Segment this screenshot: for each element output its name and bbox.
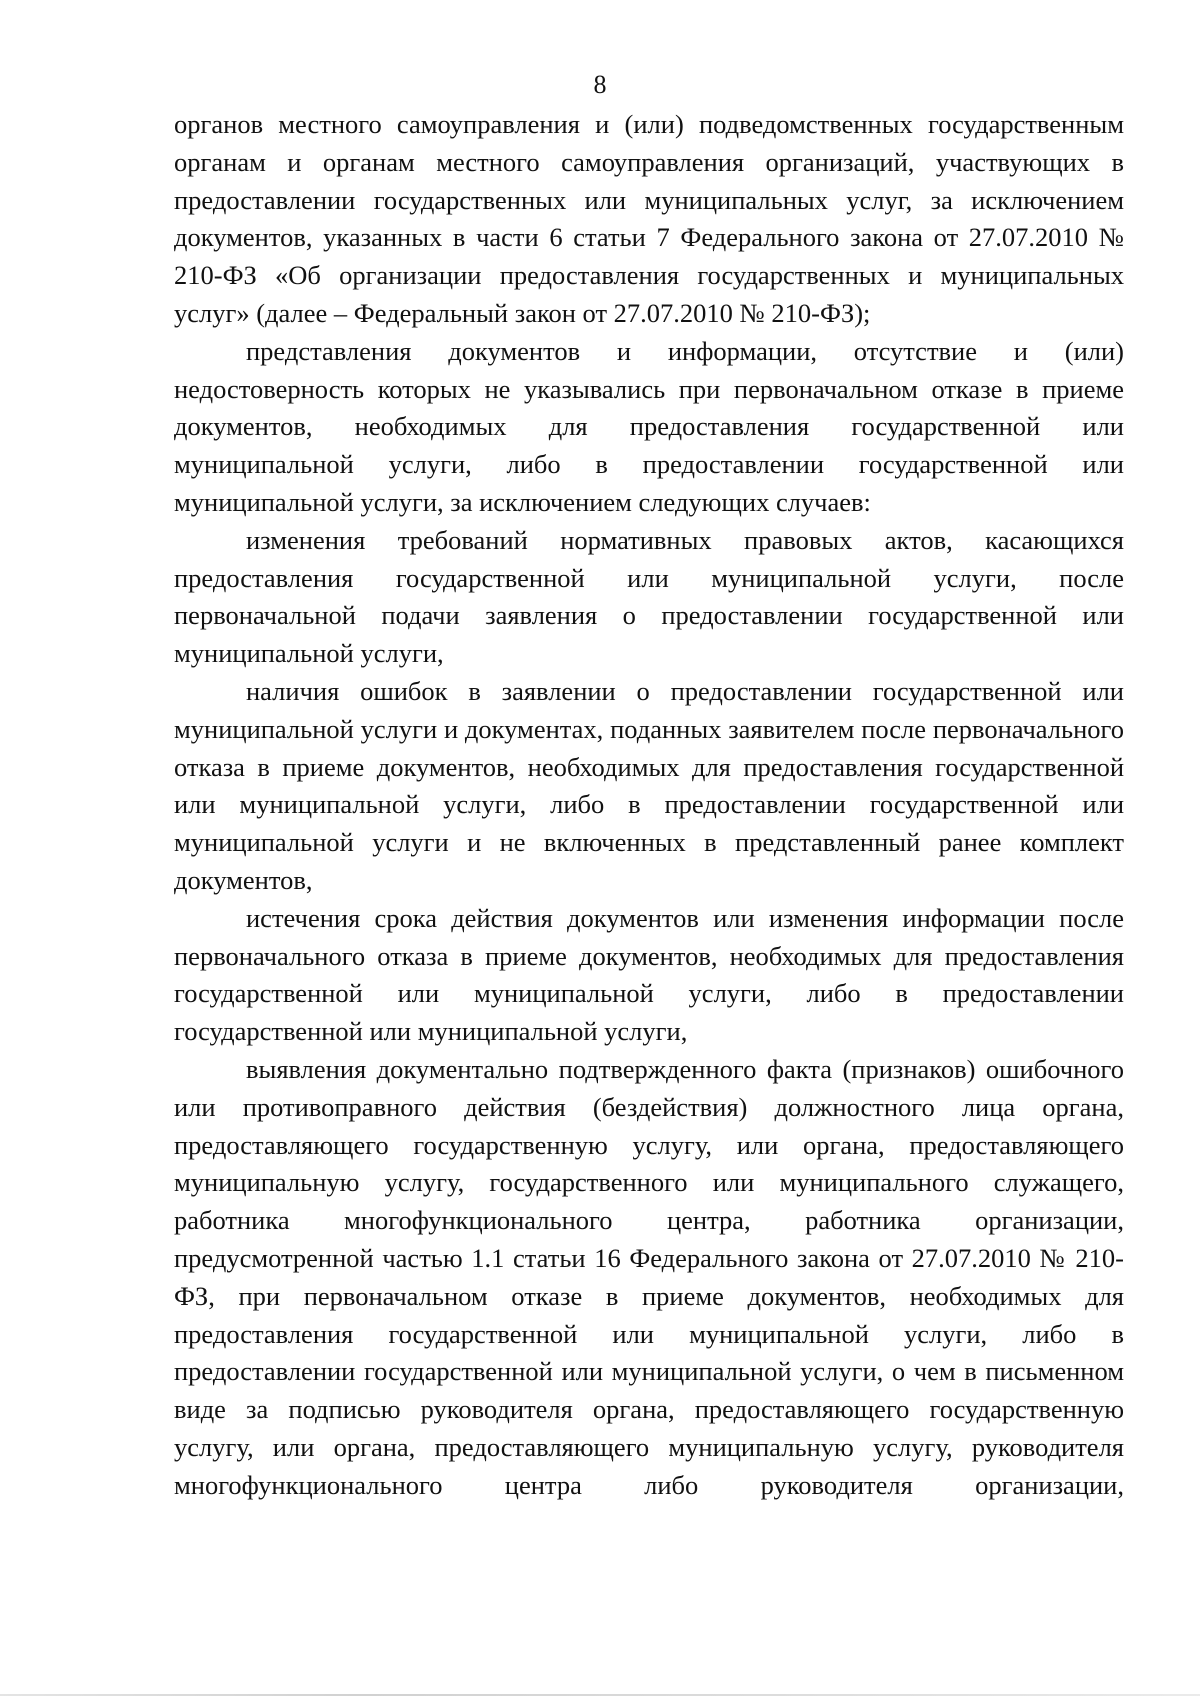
document-body xyxy=(174,106,1124,1504)
paragraph-requirements-change: изменения требований нормативных правовых актов, касающихся предоставления государственной или муниципальной услуги, после первоначальной подачи заявления о предоставлении государственной или муниципальной услуги, xyxy=(174,524,1124,669)
paragraph-documents-information: представления документов и информации, отсутствие и (или) недостоверность которых не указывались при первоначальном отказе в приеме документов, необходимых для предоставления государственной или муниципальной услуги, либо в предоставлении государственной или муниципальной услуги, за исключением следующих случаев: xyxy=(174,335,1124,517)
paragraph-erroneous-action: выявления документально подтвержденного факта (признаков) ошибочного или противоправного действия (бездействия) должностного лица органа, предоставляющего государственную услугу, или органа, предоставляющего муниципальную услугу, государственного или муниципального служащего, работника многофункционального центра, работника организации, предусмотренной частью 1.1 статьи 16 Федерального закона от 27.07.2010 № 210-ФЗ, при первоначальном отказе в приеме документов, необходимых для предоставления государственной или муниципальной услуги, либо в предоставлении государственной или муниципальной услуги, о чем в письменном виде за подписью руководителя органа, предоставляющего государственную услугу, или органа, предоставляющего муниципальную услугу, руководителя многофункционального центра либо руководителя организации, xyxy=(174,1053,1124,1500)
paragraph-organs-continuation: органов местного самоуправления и (или) подведомственных государственным органам и органам местного самоуправления организаций, участвующих в предоставлении государственных или муниципальных услуг, за исключением документов, указанных в части 6 статьи 7 Федерального закона от 27.07.2010 № 210-ФЗ «Об организации предоставления государственных и муниципальных услуг» (далее – Федеральный закон от 27.07.2010 № 210-ФЗ); xyxy=(174,109,1124,328)
page-number: 8 xyxy=(593,70,607,99)
paragraph-expiration-of-documents: истечения срока действия документов или изменения информации после первоначального отказа в приеме документов, необходимых для предоставления государственной или муниципальной услуги, либо в предоставлении государственной или муниципальной услуги, xyxy=(174,902,1124,1047)
paragraph-errors-in-application: наличия ошибок в заявлении о предоставлении государственной или муниципальной услуги и документах, поданных заявителем после первоначального отказа в приеме документов, необходимых для предоставления государственной или муниципальной услуги, либо в предоставлении государственной или муниципальной услуги и не включенных в представленный ранее комплект документов, xyxy=(174,675,1124,895)
scan-edge-line xyxy=(0,1694,1200,1696)
